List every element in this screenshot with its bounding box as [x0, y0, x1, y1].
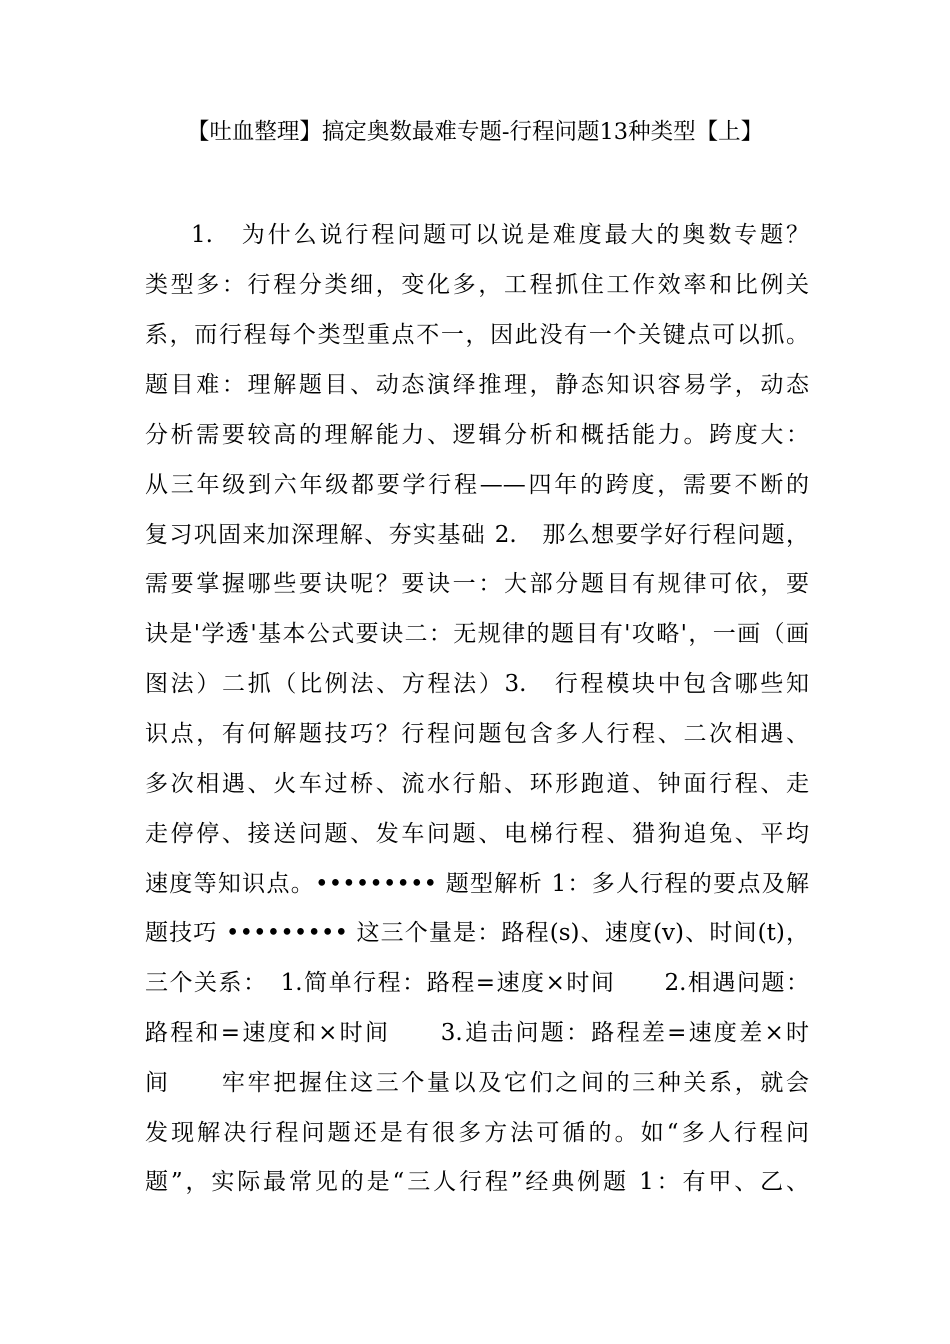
body-line: 系，而行程每个类型重点不一，因此没有一个关键点可以抓。	[145, 322, 809, 348]
body-line: 路程和=速度和×时间 3.追击问题：路程差=速度差×时	[145, 1020, 809, 1046]
body-line: 多次相遇、火车过桥、流水行船、环形跑道、钟面行程、走	[145, 771, 809, 797]
body-line: 三个关系： 1.简单行程：路程=速度×时间 2.相遇问题：	[145, 970, 809, 996]
body-line: 发现解决行程问题还是有很多方法可循的。如“多人行程问	[145, 1120, 809, 1146]
body-line: 分析需要较高的理解能力、逻辑分析和概括能力。跨度大：	[145, 422, 809, 448]
document-title: 【吐血整理】搞定奥数最难专题-行程问题13种类型【上】	[186, 119, 764, 145]
body-line: 1. 为什么说行程问题可以说是难度最大的奥数专题？	[191, 222, 809, 248]
body-line: 诀是'学透'基本公式要诀二：无规律的题目有'攻略'，一画（画	[145, 621, 809, 647]
body-line: 题”，实际最常见的是“三人行程”经典例题 1：有甲、乙、	[145, 1169, 809, 1195]
body-line: 从三年级到六年级都要学行程——四年的跨度，需要不断的	[145, 472, 809, 498]
body-line: 题技巧 ••••••••• 这三个量是：路程(s)、速度(v)、时间(t)，	[145, 920, 809, 946]
body-line: 走停停、接送问题、发车问题、电梯行程、猎狗追兔、平均	[145, 821, 809, 847]
body-line: 间 牢牢把握住这三个量以及它们之间的三种关系，就会	[145, 1070, 809, 1096]
body-line: 复习巩固来加深理解、夯实基础 2. 那么想要学好行程问题，	[145, 522, 809, 548]
body-line: 类型多：行程分类细，变化多，工程抓住工作效率和比例关	[145, 272, 809, 298]
body-line: 速度等知识点。••••••••• 题型解析 1：多人行程的要点及解	[145, 871, 809, 897]
body-line: 题目难：理解题目、动态演绎推理，静态知识容易学，动态	[145, 372, 809, 398]
body-line: 识点，有何解题技巧？行程问题包含多人行程、二次相遇、	[145, 721, 809, 747]
body-line: 图法）二抓（比例法、方程法）3. 行程模块中包含哪些知	[145, 671, 809, 697]
body-line: 需要掌握哪些要诀呢？要诀一：大部分题目有规律可依，要	[145, 571, 809, 597]
